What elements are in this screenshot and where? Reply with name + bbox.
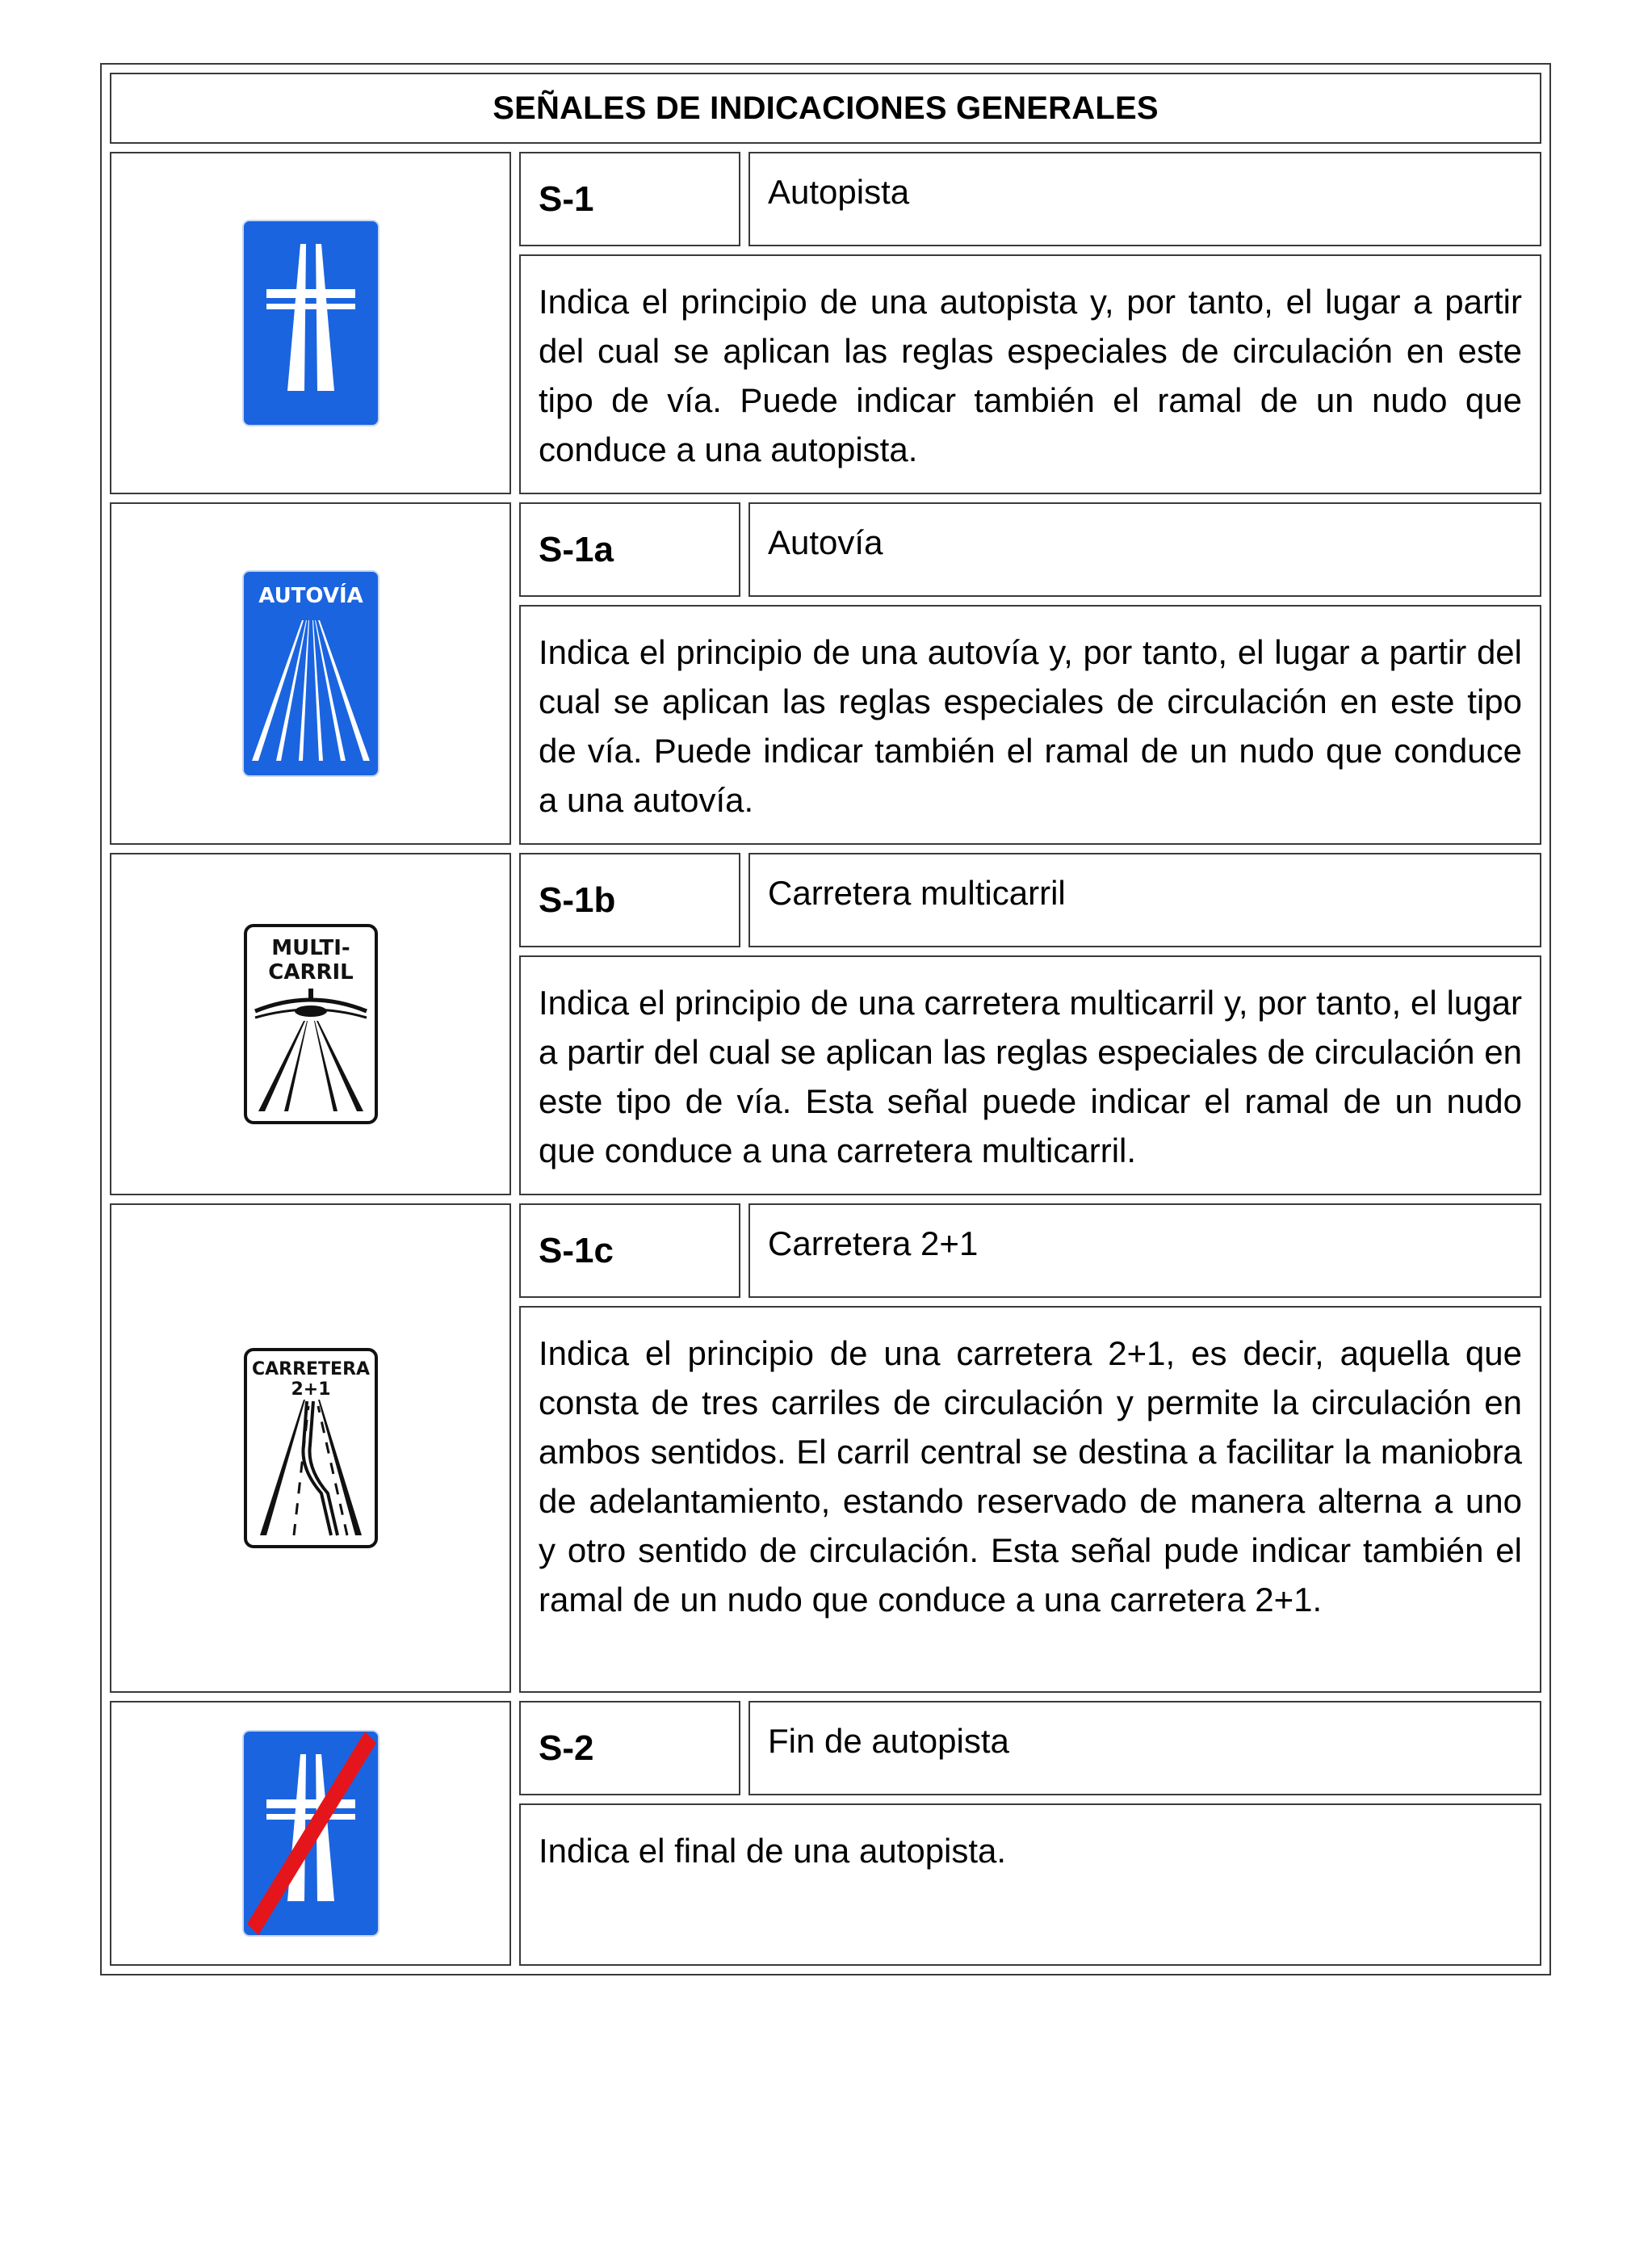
sign-image-cell-s1 xyxy=(110,152,511,494)
sign-name: Autovía xyxy=(748,502,1541,597)
svg-text:CARRETERA: CARRETERA xyxy=(251,1359,370,1379)
sign-name: Carretera multicarril xyxy=(748,853,1541,947)
sign-name: Carretera 2+1 xyxy=(748,1203,1541,1298)
sign-text: AUTOVÍA xyxy=(258,584,363,608)
sign-description: Indica el principio de una carretera multicarril y, por tanto, el lugar a partir del cual se aplican las reglas especiales de circulación en este tipo de vía. Esta señal puede indicar el ramal de un nudo que conduce a una carretera multicarril. xyxy=(519,955,1541,1195)
sign-name: Fin de autopista xyxy=(748,1701,1541,1795)
sign-code: S-1 xyxy=(519,152,740,246)
sign-image-cell-s1b xyxy=(110,853,511,1195)
carretera-2mas1-sign-icon xyxy=(244,1348,378,1548)
sign-description: Indica el principio de una autopista y, por tanto, el lugar a partir del cual se aplican las reglas especiales de circulación en este tipo de vía. Puede indicar también el ramal de un nudo que conduce a una autopista. xyxy=(519,254,1541,494)
svg-text:MULTI-: MULTI- xyxy=(270,936,350,960)
end-of-motorway-sign-icon xyxy=(242,1730,379,1937)
table-title: SEÑALES DE INDICACIONES GENERALES xyxy=(110,73,1541,144)
autovia-sign-icon xyxy=(242,570,379,777)
multicarril-sign-icon xyxy=(244,924,378,1124)
motorway-sign-icon xyxy=(242,220,379,426)
sign-image-cell-s1c xyxy=(110,1203,511,1693)
svg-text:CARRIL: CARRIL xyxy=(267,960,354,985)
sign-code: S-1c xyxy=(519,1203,740,1298)
svg-text:2+1: 2+1 xyxy=(290,1379,331,1400)
sign-code: S-2 xyxy=(519,1701,740,1795)
sign-image-cell-s1a xyxy=(110,502,511,845)
sign-image-cell-s2 xyxy=(110,1701,511,1966)
sign-code: S-1b xyxy=(519,853,740,947)
sign-code: S-1a xyxy=(519,502,740,597)
sign-name: Autopista xyxy=(748,152,1541,246)
sign-description: Indica el principio de una carretera 2+1, es decir, aquella que consta de tres carriles de circulación y permite la circulación en ambos sentidos. El carril central se destina a facilitar la maniobra de adelantamiento, estando reservado de manera alterna a uno y otro sentido de circulación. Esta señal pude indicar también el ramal de un nudo que conduce a una carretera 2+1. xyxy=(519,1306,1541,1693)
sign-description: Indica el final de una autopista. xyxy=(519,1803,1541,1966)
sign-description: Indica el principio de una autovía y, por tanto, el lugar a partir del cual se aplican las reglas especiales de circulación en este tipo de vía. Puede indicar también el ramal de un nudo que conduce a una autovía. xyxy=(519,605,1541,845)
